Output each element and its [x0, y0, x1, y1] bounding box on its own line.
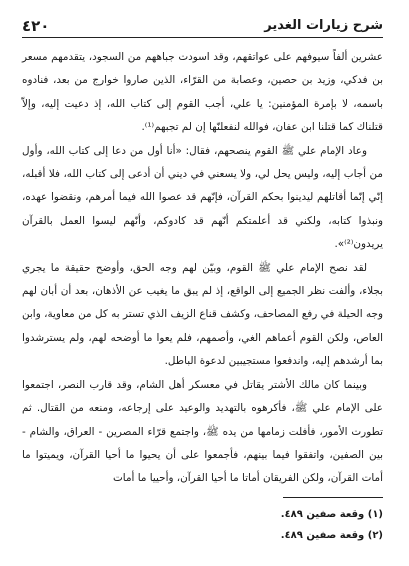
footnote: (٢) وقعة صفين ٤٨٩.	[280, 530, 383, 541]
paragraph: عشرين ألفاً سيوفهم على عواتقهم، وقد اسودت جباههم من السجود، يتقدمهم مسعر بن فدكي، وزيد بن حصين، وعصابة من القرّاء، الذين صاروا خوارج من بعد، فنادوه باسمه، لا بإمرة المؤمنين: يا علي، أجب القوم إلى كتاب الله، إذ دعيت إليه، وإلاّ قتلناك كما قتلنا ابن عفان، فوالله لنفعلنّها إن لم تجبهم⁽¹⁾.	[22, 51, 383, 134]
footnote-divider	[283, 497, 383, 498]
paragraph: وبينما كان مالك الأشتر يقاتل في معسكر أهل الشام، وقد قارب النصر، اجتمعوا على الإمام علي ﷺ، فأكرهوه بالتهديد والوعيد على إرجاعه، ومنعه من القتال. ثم تطورت الأمور، فأفلت زمامها من يده ﷺ، واجتمع قرّاء المصرين - العراق، والشام - بين الصفين، واتفقوا فيما بينهم، فأجمعوا على أن يحيوا ما أحيا القرآن، ويميتوا ما أمات القرآن، ولكن الفريقان أماتا ما أحيا القرآن، وأحييا ما أمات	[22, 378, 383, 485]
footnote: (١) وقعة صفين ٤٨٩.	[280, 509, 383, 520]
paragraph: لقد نصح الإمام علي ﷺ القوم، وبيّن لهم وجه الحق، وأوضح حقيقة ما يجري بجلاء، وألفت نظر الجميع إلى الواقع، إذ لم يبق ما يغيب عن الأذهان، بعد أن أبان لهم وجه الحيلة في رفع المصاحف، وكشف قناع الزيف الذي تستر به كل من معاوية، وابن العاص، ولكن القوم أعماهم الغي، وأصمهم، فلم يعوا ما أوضحه لهم، ولم يسترشدوا بما أرشدهم إليه، واندفعوا مستجيبين لدعوة الباطل.	[22, 261, 383, 368]
running-header	[22, 12, 383, 38]
page-number: ٤٢٠	[22, 17, 50, 35]
running-header-title: شرح زيارات الغدير	[264, 18, 383, 33]
main-text	[22, 46, 383, 491]
paragraph: وعاد الإمام علي ﷺ القوم ينصحهم، فقال: «أنا أول من دعا إلى كتاب الله، وأول من أجاب إليه، وليس يحل لي، ولا يسعني في ديني أن أدعى إلى كتاب الله، فلا أقبله، إنّي إنّما أقاتلهم ليدينوا بحكم القرآن، فإنّهم قد عصوا الله فيما أمرهم، ونقضوا عهده، ونبذوا كتابه، ولكني قد أعلمتكم أنّهم قد كادوكم، وأنّهم ليسوا العمل بالقرآن يريدون⁽²⁾».	[22, 144, 383, 251]
footnotes	[22, 497, 383, 546]
